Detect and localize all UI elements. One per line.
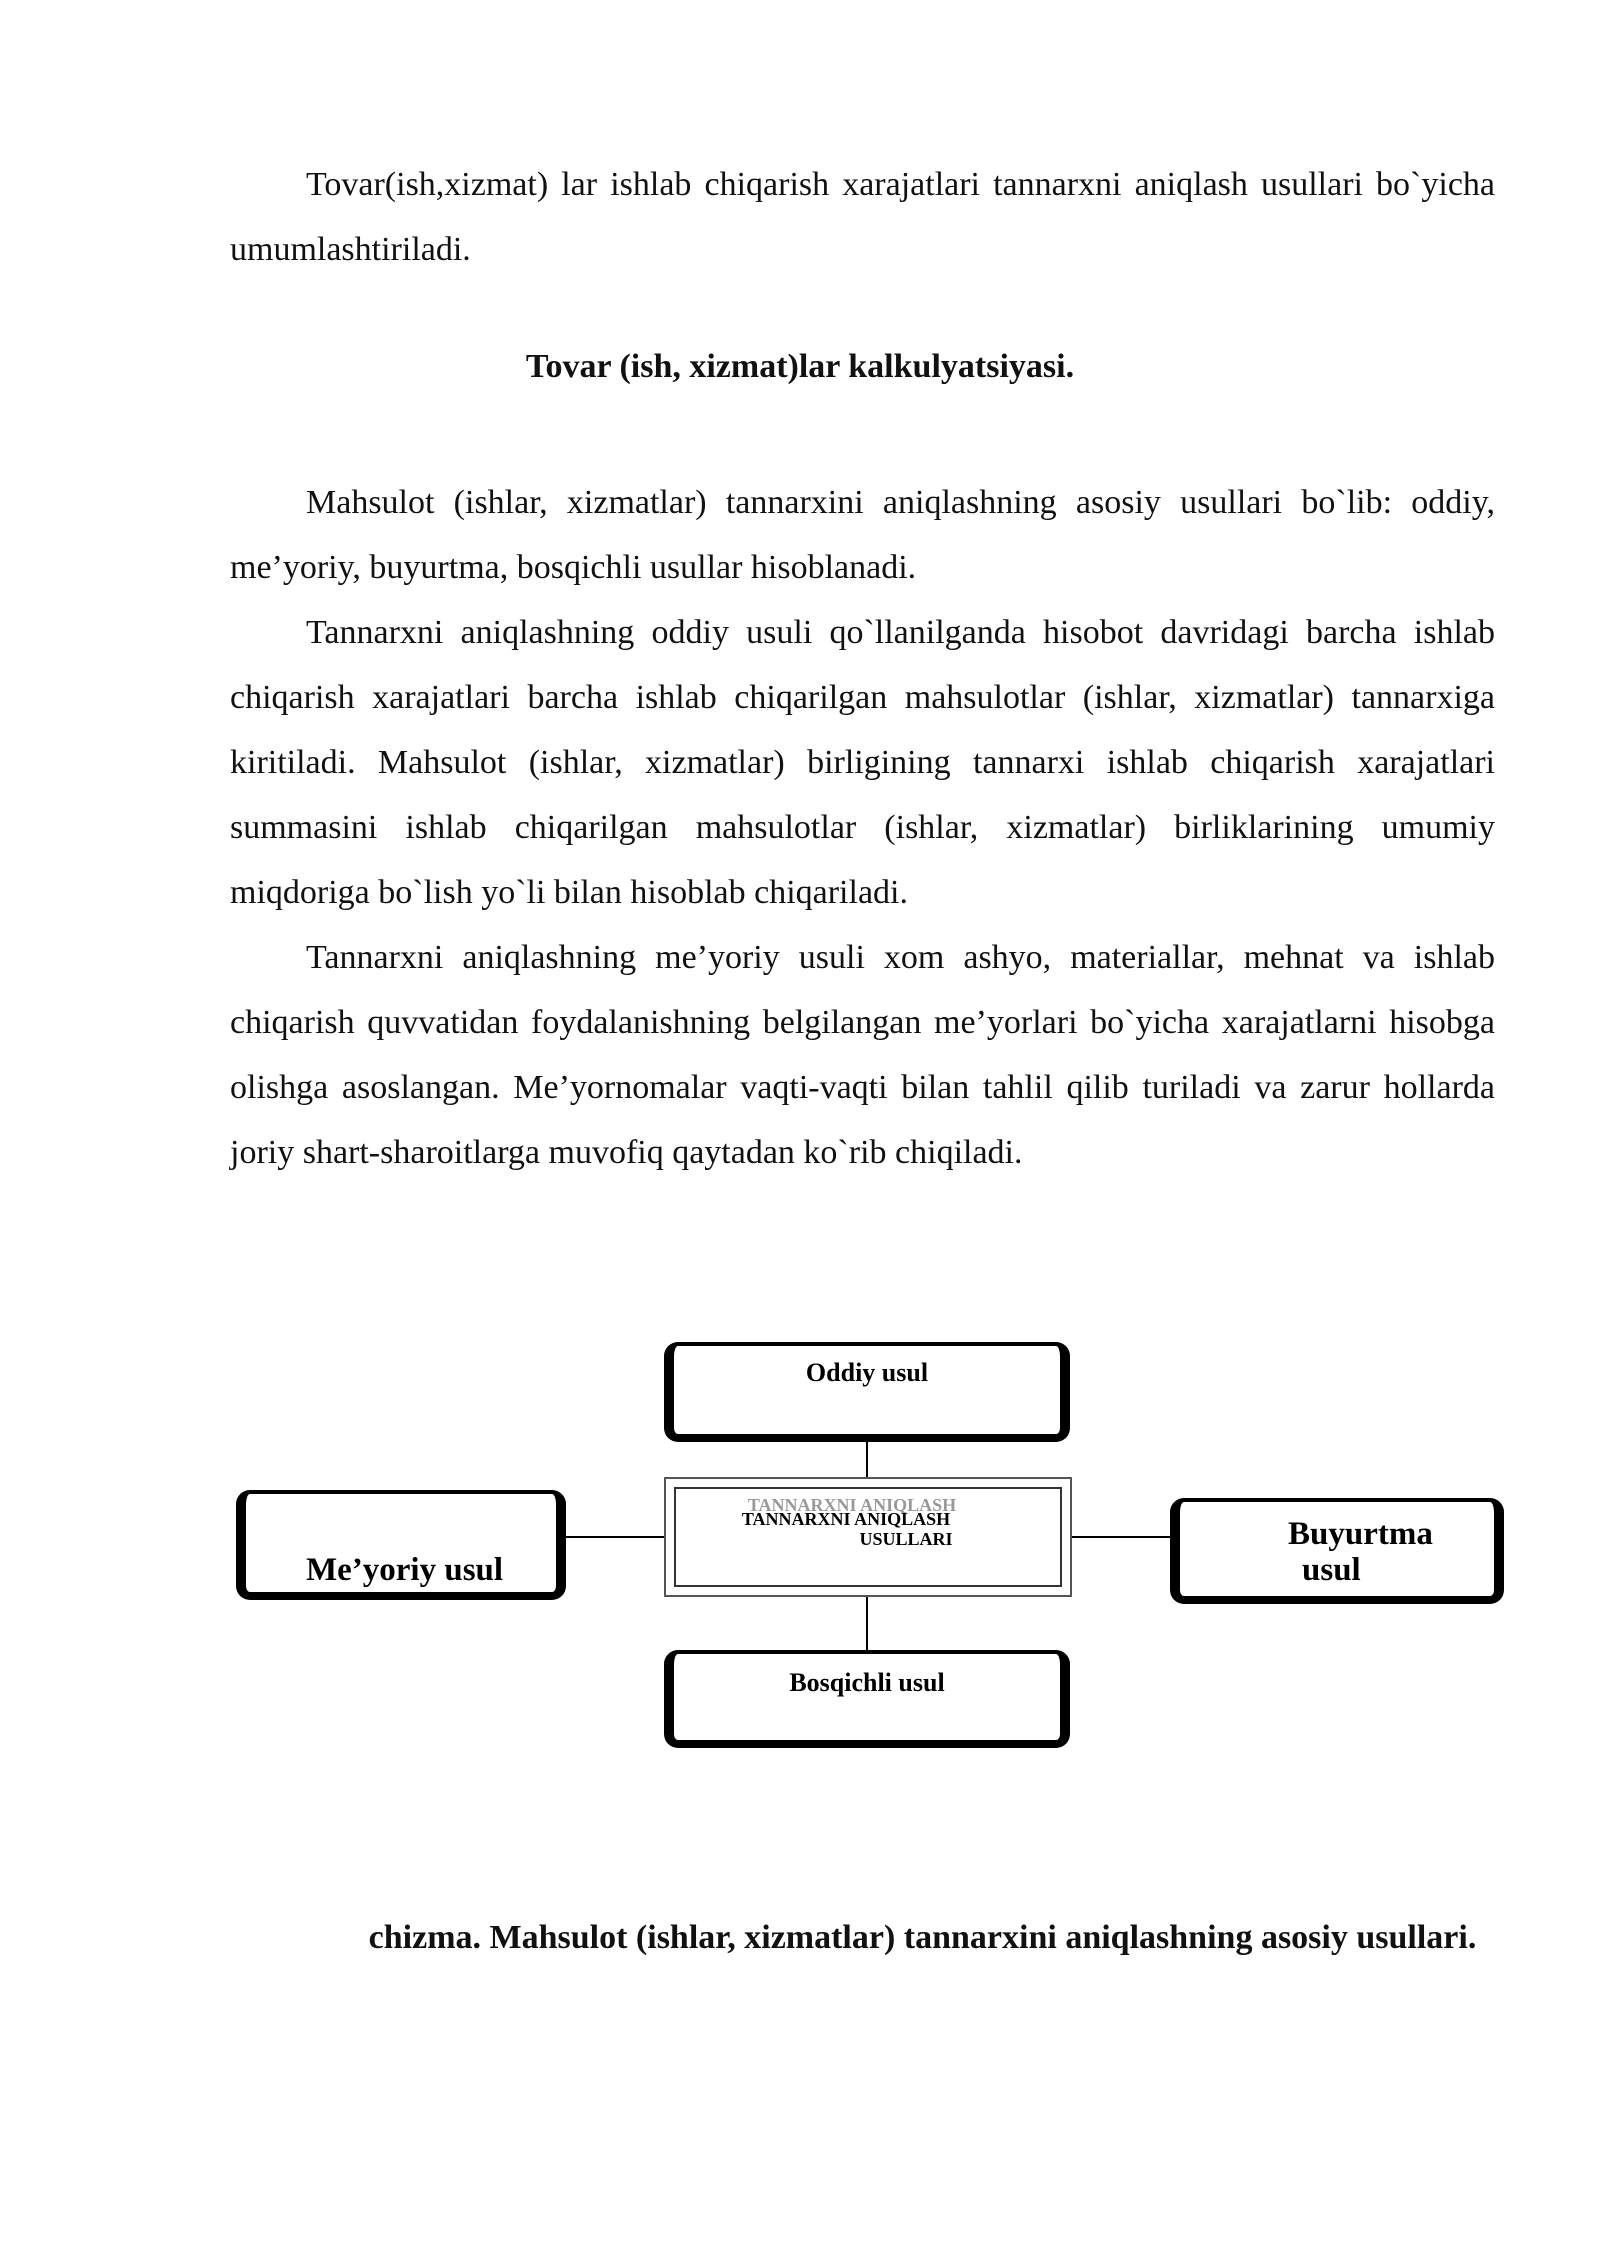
paragraph-1: Tovar(ish,xizmat) lar ishlab chiqarish xarajatlari tannarxni aniqlash usullari bo`yicha umumlashtiriladi. [230,166,1495,268]
center-label-line-2: USULLARI [859,1529,953,1549]
box-buyurtma-usul-line-1: Buyurtma [1288,1516,1433,1552]
methods-diagram [0,1320,1600,1780]
paragraph-3: Tannarxni aniqlashning oddiy usuli qo`llanilganda hisobot davridagi barcha ishlab chiqarish xarajatlari barcha ishlab chiqarilgan mahsulotlar (ishlar, xizmatlar) tannarxiga kiritiladi. Mahsulot (ishlar, xizmatlar) birligining tannarxi ishlab chiqarish xarajatlari summasini ishlab chiqarilgan mahsulotlar (ishlar, xizmatlar) birliklarining umumiy miqdoriga bo`lish yo`li bilan hisoblab chiqariladi. [230,614,1495,911]
diagram-caption: chizma. Mahsulot (ishlar, xizmatlar) tannarxini aniqlashning asosiy usullari. [368,1919,1477,1956]
center-label-line-1: TANNARXNI ANIQLASH [741,1509,951,1529]
box-bosqichli-usul [664,1650,1070,1748]
section-heading: Tovar (ish, xizmat)lar kalkulyatsiyasi. [525,348,1075,385]
connector-bottom [866,1597,868,1652]
center-box [664,1477,1072,1597]
connector-left [566,1536,664,1538]
box-meyoriy-usul-label: Me’yoriy usul [306,1552,504,1588]
box-bosqichli-usul-label: Bosqichli usul [789,1668,945,1697]
box-buyurtma-usul-line-2: usul [1302,1552,1361,1588]
box-oddiy-usul-label: Oddiy usul [805,1358,929,1387]
paragraph-2: Mahsulot (ishlar, xizmatlar) tannarxini aniqlashning asosiy usullari bo`lib: oddiy, me’yoriy, buyurtma, bosqichli usullar hisoblanadi. [230,484,1495,586]
center-shadow-line-1: TANNARXNI ANIQLASH [747,1495,957,1515]
center-label [706,1509,986,1549]
box-buyurtma-usul-label [1288,1516,1433,1588]
box-oddiy-usul [664,1342,1070,1442]
box-buyurtma-usul [1170,1498,1504,1604]
connector-right [1072,1536,1170,1538]
connector-top [866,1440,868,1477]
box-meyoriy-usul [236,1490,566,1600]
paragraph-4: Tannarxni aniqlashning me’yoriy usuli xom ashyo, materiallar, mehnat va ishlab chiqarish quvvatidan foydalanishning belgilangan me’yorlari bo`yicha xarajatlarni hisobga olishga asoslangan. Me’yornomalar vaqti-vaqti bilan tahlil qilib turiladi va zarur hollarda joriy shart-sharoitlarga muvofiq qaytadan ko`rib chiqiladi. [230,939,1495,1171]
